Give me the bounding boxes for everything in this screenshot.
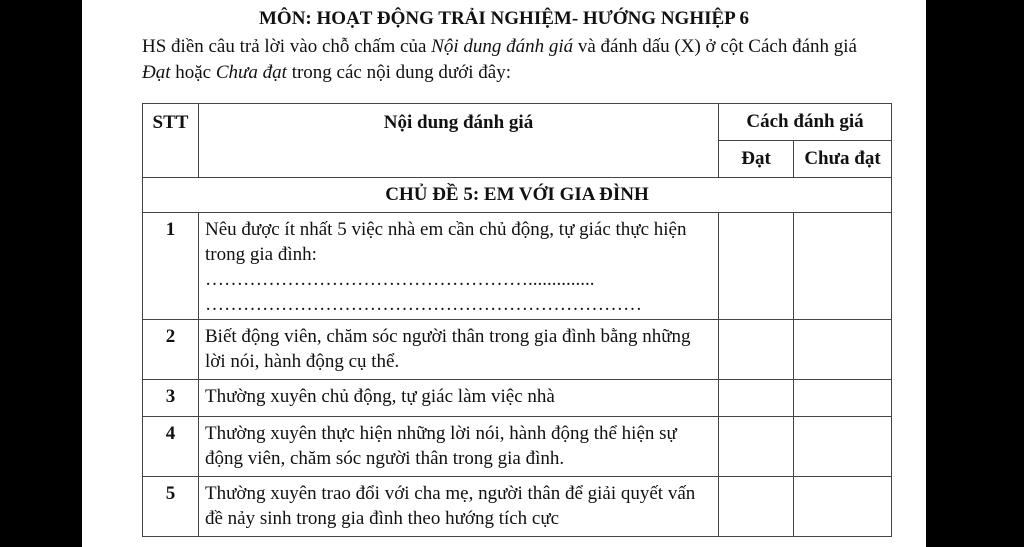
chua-dat-checkbox-cell[interactable] — [794, 417, 892, 477]
chua-dat-checkbox-cell[interactable] — [794, 213, 892, 320]
row-text: Nêu được ít nhất 5 việc nhà em cần chủ động, tự giác thực hiện trong gia đình: — [205, 219, 687, 265]
chua-dat-checkbox-cell[interactable] — [794, 320, 892, 380]
page-title: MÔN: HOẠT ĐỘNG TRẢI NGHIỆM- HƯỚNG NGHIỆP 6 — [259, 8, 749, 29]
answer-line[interactable]: …………………………………………………………… — [205, 294, 642, 315]
chua-dat-checkbox-cell[interactable] — [794, 380, 892, 417]
instruction-italic: Chưa đạt — [215, 62, 287, 83]
table-row — [143, 213, 892, 320]
answer-line[interactable]: …………………………………………….............. — [205, 269, 595, 290]
table-row — [143, 417, 892, 477]
dat-checkbox-cell[interactable] — [719, 417, 794, 477]
row-content: Thường xuyên trao đổi với cha mẹ, người thân để giải quyết vấn đề nảy sinh trong gia đình theo hướng tích cực — [199, 477, 719, 537]
row-content — [199, 213, 719, 320]
header-stt: STT — [143, 104, 199, 178]
table-row — [143, 380, 892, 417]
row-number: 2 — [143, 320, 199, 380]
table-row — [143, 320, 892, 380]
table-header-row — [143, 104, 892, 141]
theme-row — [143, 178, 892, 213]
instruction-text: trong các nội dung dưới đây: — [286, 62, 511, 83]
row-number: 4 — [143, 417, 199, 477]
instructions — [142, 34, 882, 86]
header-assessment: Cách đánh giá — [719, 104, 892, 141]
instruction-text: và đánh dấu (X) ở cột Cách đánh giá — [573, 36, 857, 57]
row-content: Thường xuyên chủ động, tự giác làm việc nhà — [199, 380, 719, 417]
instruction-italic: Đạt — [142, 62, 171, 83]
row-content: Biết động viên, chăm sóc người thân trong gia đình bằng những lời nói, hành động cụ thể. — [199, 320, 719, 380]
document-page — [82, 0, 926, 547]
dat-checkbox-cell[interactable] — [719, 477, 794, 537]
header-chua-dat: Chưa đạt — [794, 141, 892, 178]
instruction-text: HS điền câu trả lời vào chỗ chấm của — [142, 36, 432, 57]
theme-title: CHỦ ĐỀ 5: EM VỚI GIA ĐÌNH — [143, 178, 892, 213]
assessment-table — [142, 103, 892, 537]
dat-checkbox-cell[interactable] — [719, 320, 794, 380]
instruction-text: hoặc — [170, 62, 216, 83]
dat-checkbox-cell[interactable] — [719, 213, 794, 320]
row-number: 1 — [143, 213, 199, 320]
header-content: Nội dung đánh giá — [199, 104, 719, 178]
row-number: 5 — [143, 477, 199, 537]
row-content: Thường xuyên thực hiện những lời nói, hành động thể hiện sự động viên, chăm sóc người thân trong gia đình. — [199, 417, 719, 477]
row-number: 3 — [143, 380, 199, 417]
header-dat: Đạt — [719, 141, 794, 178]
instruction-italic: Nội dung đánh giá — [431, 36, 574, 57]
table-row — [143, 477, 892, 537]
chua-dat-checkbox-cell[interactable] — [794, 477, 892, 537]
dat-checkbox-cell[interactable] — [719, 380, 794, 417]
